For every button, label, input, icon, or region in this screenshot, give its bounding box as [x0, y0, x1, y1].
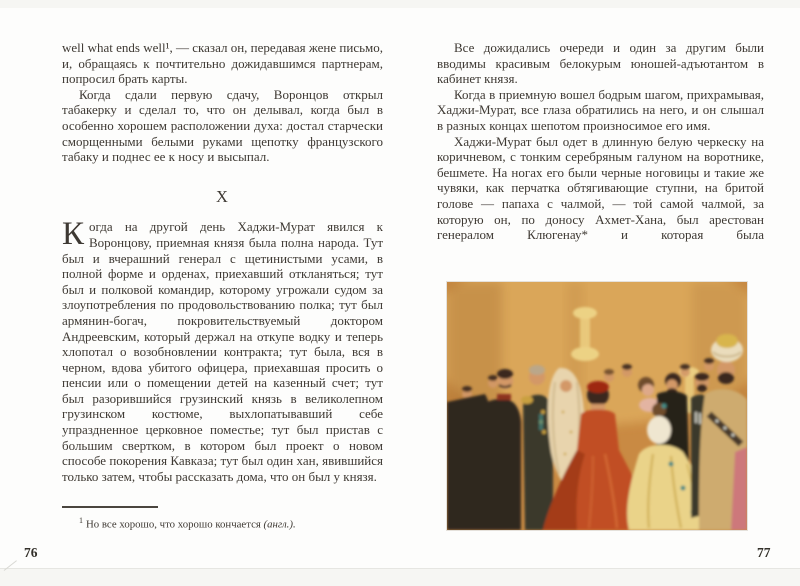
drop-cap: К	[62, 216, 85, 253]
footnote-text	[62, 514, 383, 532]
paragraph: Когда на другой день Хаджи-Мурат явился к Воронцову, приемная князя была полна народа. Тут был и вчерашний генерал с щетинистыми усами, в полной форме и орденах, приехавший откланяться; тут был и полковой командир, которому угрожали судом за злоупотребления по продовольствованию полка; тут был армянин-богач, покровительствуемый доктором Андреевским, который держал на откупе водку и теперь хлопотал о возобновлении контракта; тут была, вся в черном, вдова убитого офицера, приехавшая просить о пенсии или о помещении детей на казенный счет; тут был разорившийся грузинский князь в великолепном грузинском костюме, выхлопатывавший себе упраздненное церковное поместье; тут был пристав с большим свертком, в котором был проект о новом способе покорения Кавказа; тут был один хан, явившийся только затем, чтобы рассказать дома, что он был у князя.	[62, 216, 383, 484]
footnote-body: Но все хорошо, что хорошо кончается	[86, 518, 264, 531]
footnote-language-note: (англ.).	[263, 518, 296, 531]
paragraph: Все дожидались очереди и один за другим были вводимы красивым белокурым юношей-адъютантом в кабинет князя.	[437, 40, 764, 87]
ballroom-painting	[447, 282, 747, 530]
paragraph: Хаджи-Мурат был одет в длинную белую черкеску на коричневом, с тонким серебряным галуном на воротнике, бешмете. На ногах его были черные ноговицы и такие же чувяки, как перчатка обтягивающие ступни, на бритой голове — папаха с чалмой, — той самой чалмой, за которую он, по доносу Ахмет-Хана, был арестован генералом Клюгенау* и которая была	[437, 133, 764, 243]
paragraph: Когда в приемную вошел бодрым шагом, прихрамывая, Хаджи-Мурат, все глаза обратились на него, и он слышал в разных концах шепотом произносимое его имя.	[437, 86, 764, 133]
footnote-rule	[62, 506, 158, 508]
left-page-text	[62, 40, 383, 484]
page-number-left: 76	[24, 545, 38, 560]
painting-warm-glaze	[447, 282, 747, 530]
chapter-heading: X	[216, 186, 229, 206]
footnote-marker: 1	[79, 516, 83, 525]
illustration-ballroom-scene	[447, 282, 747, 530]
photo-edge-bottom	[0, 568, 800, 586]
footnote	[62, 506, 383, 532]
paragraph: Когда сдали первую сдачу, Воронцов открыл табакерку и сделал то, что он делывал, когда был в особенно хорошем расположении духа: достал старчески сморщенными белыми руками щепотку французского табаку и поднес ее к носу и высыпал.	[62, 86, 383, 165]
paragraph: well what ends well¹, — сказал он, передавая жене письмо, и, обращаясь к почтительно дожидавшимся партнерам, попросил брать карты.	[62, 40, 383, 87]
page-number-right: 77	[757, 545, 771, 560]
photo-edge-top	[0, 0, 800, 8]
right-page-text	[437, 40, 764, 243]
